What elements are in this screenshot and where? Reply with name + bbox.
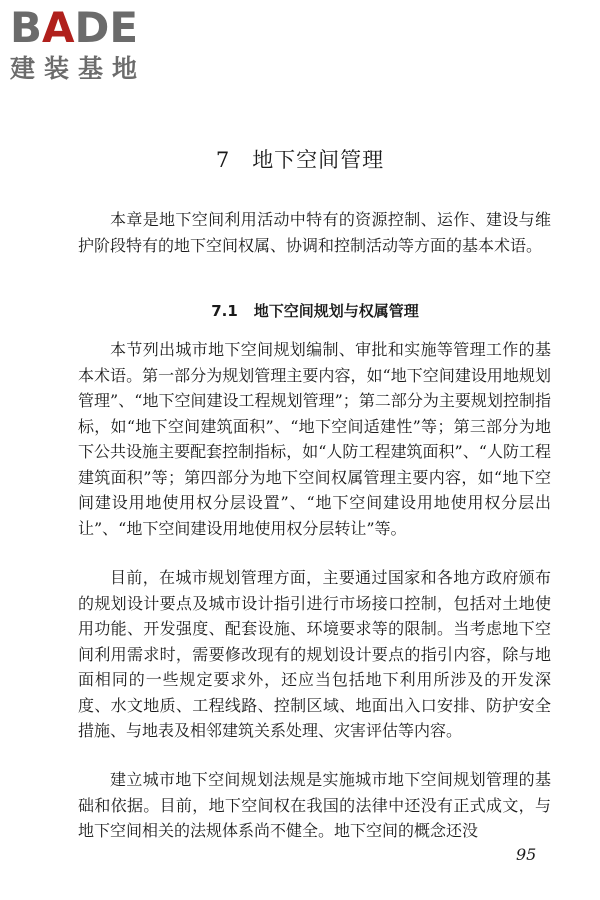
body-paragraph: 建立城市地下空间规划法规是实施城市地下空间规划管理的基础和依据。目前，地下空间权在我国的法律中还没有正式成文，与地下空间相关的法规体系尚不健全。地下空间的概念还没 (78, 770, 551, 840)
chapter-number: 7 (215, 148, 231, 172)
logo-letter-a: A (42, 3, 75, 52)
body-paragraph: 目前，在城市规划管理方面，主要通过国家和各地方政府颁布的规划设计要点及城市设计指引进行市场接口控制，包括对土地使用功能、开发强度、配套设施、环境要求等的限制。当考虑地下空间利用需求时，需要修改现有的规划设计要点的指引内容，除与地面相同的一些规定要求外，还应当包括地下利用所涉及的开发深度、水文地质、工程线路、控制区域、地面出入口安排、防护安全措施、与地表及相邻建筑关系处理、灾害评估等内容。 (78, 568, 551, 740)
chapter-heading-text: 地下空间管理 (252, 148, 385, 172)
body-paragraph: 本节列出城市地下空间规划编制、审批和实施等管理工作的基本术语。第一部分为规划管理主要内容，如“地下空间建设用地规划管理”、“地下空间建设工程规划管理”；第二部分为主要规划控制指标，如“地下空间建筑面积”、“地下空间适建性”等；第三部分为地下公共设施主要配套控制指标，如“人防工程建筑面积”、“人防工程建筑面积”等；第四部分为地下空间权属管理主要内容，如“地下空间建设用地使用权分层设置”、“地下空间建设用地使用权分层出让”、“地下空间建设用地使用权分层转让”等。 (78, 340, 551, 538)
chapter-title (0, 144, 600, 174)
logo-wordmark (10, 3, 175, 52)
logo-letters-de: DE (74, 3, 139, 52)
logo-letter-b: B (10, 3, 43, 52)
section-number: 7.1 (211, 302, 238, 320)
intro-paragraph: 本章是地下空间利用活动中特有的资源控制、运作、建设与维护阶段特有的地下空间权属、协调和控制活动等方面的基本术语。 (78, 210, 551, 255)
logo-chinese-text: 建装基地 (10, 54, 147, 83)
section-title (0, 300, 600, 321)
publisher-logo (10, 3, 175, 88)
page-number: 95 (516, 845, 537, 864)
section-heading-text: 地下空间规划与权属管理 (253, 302, 419, 320)
